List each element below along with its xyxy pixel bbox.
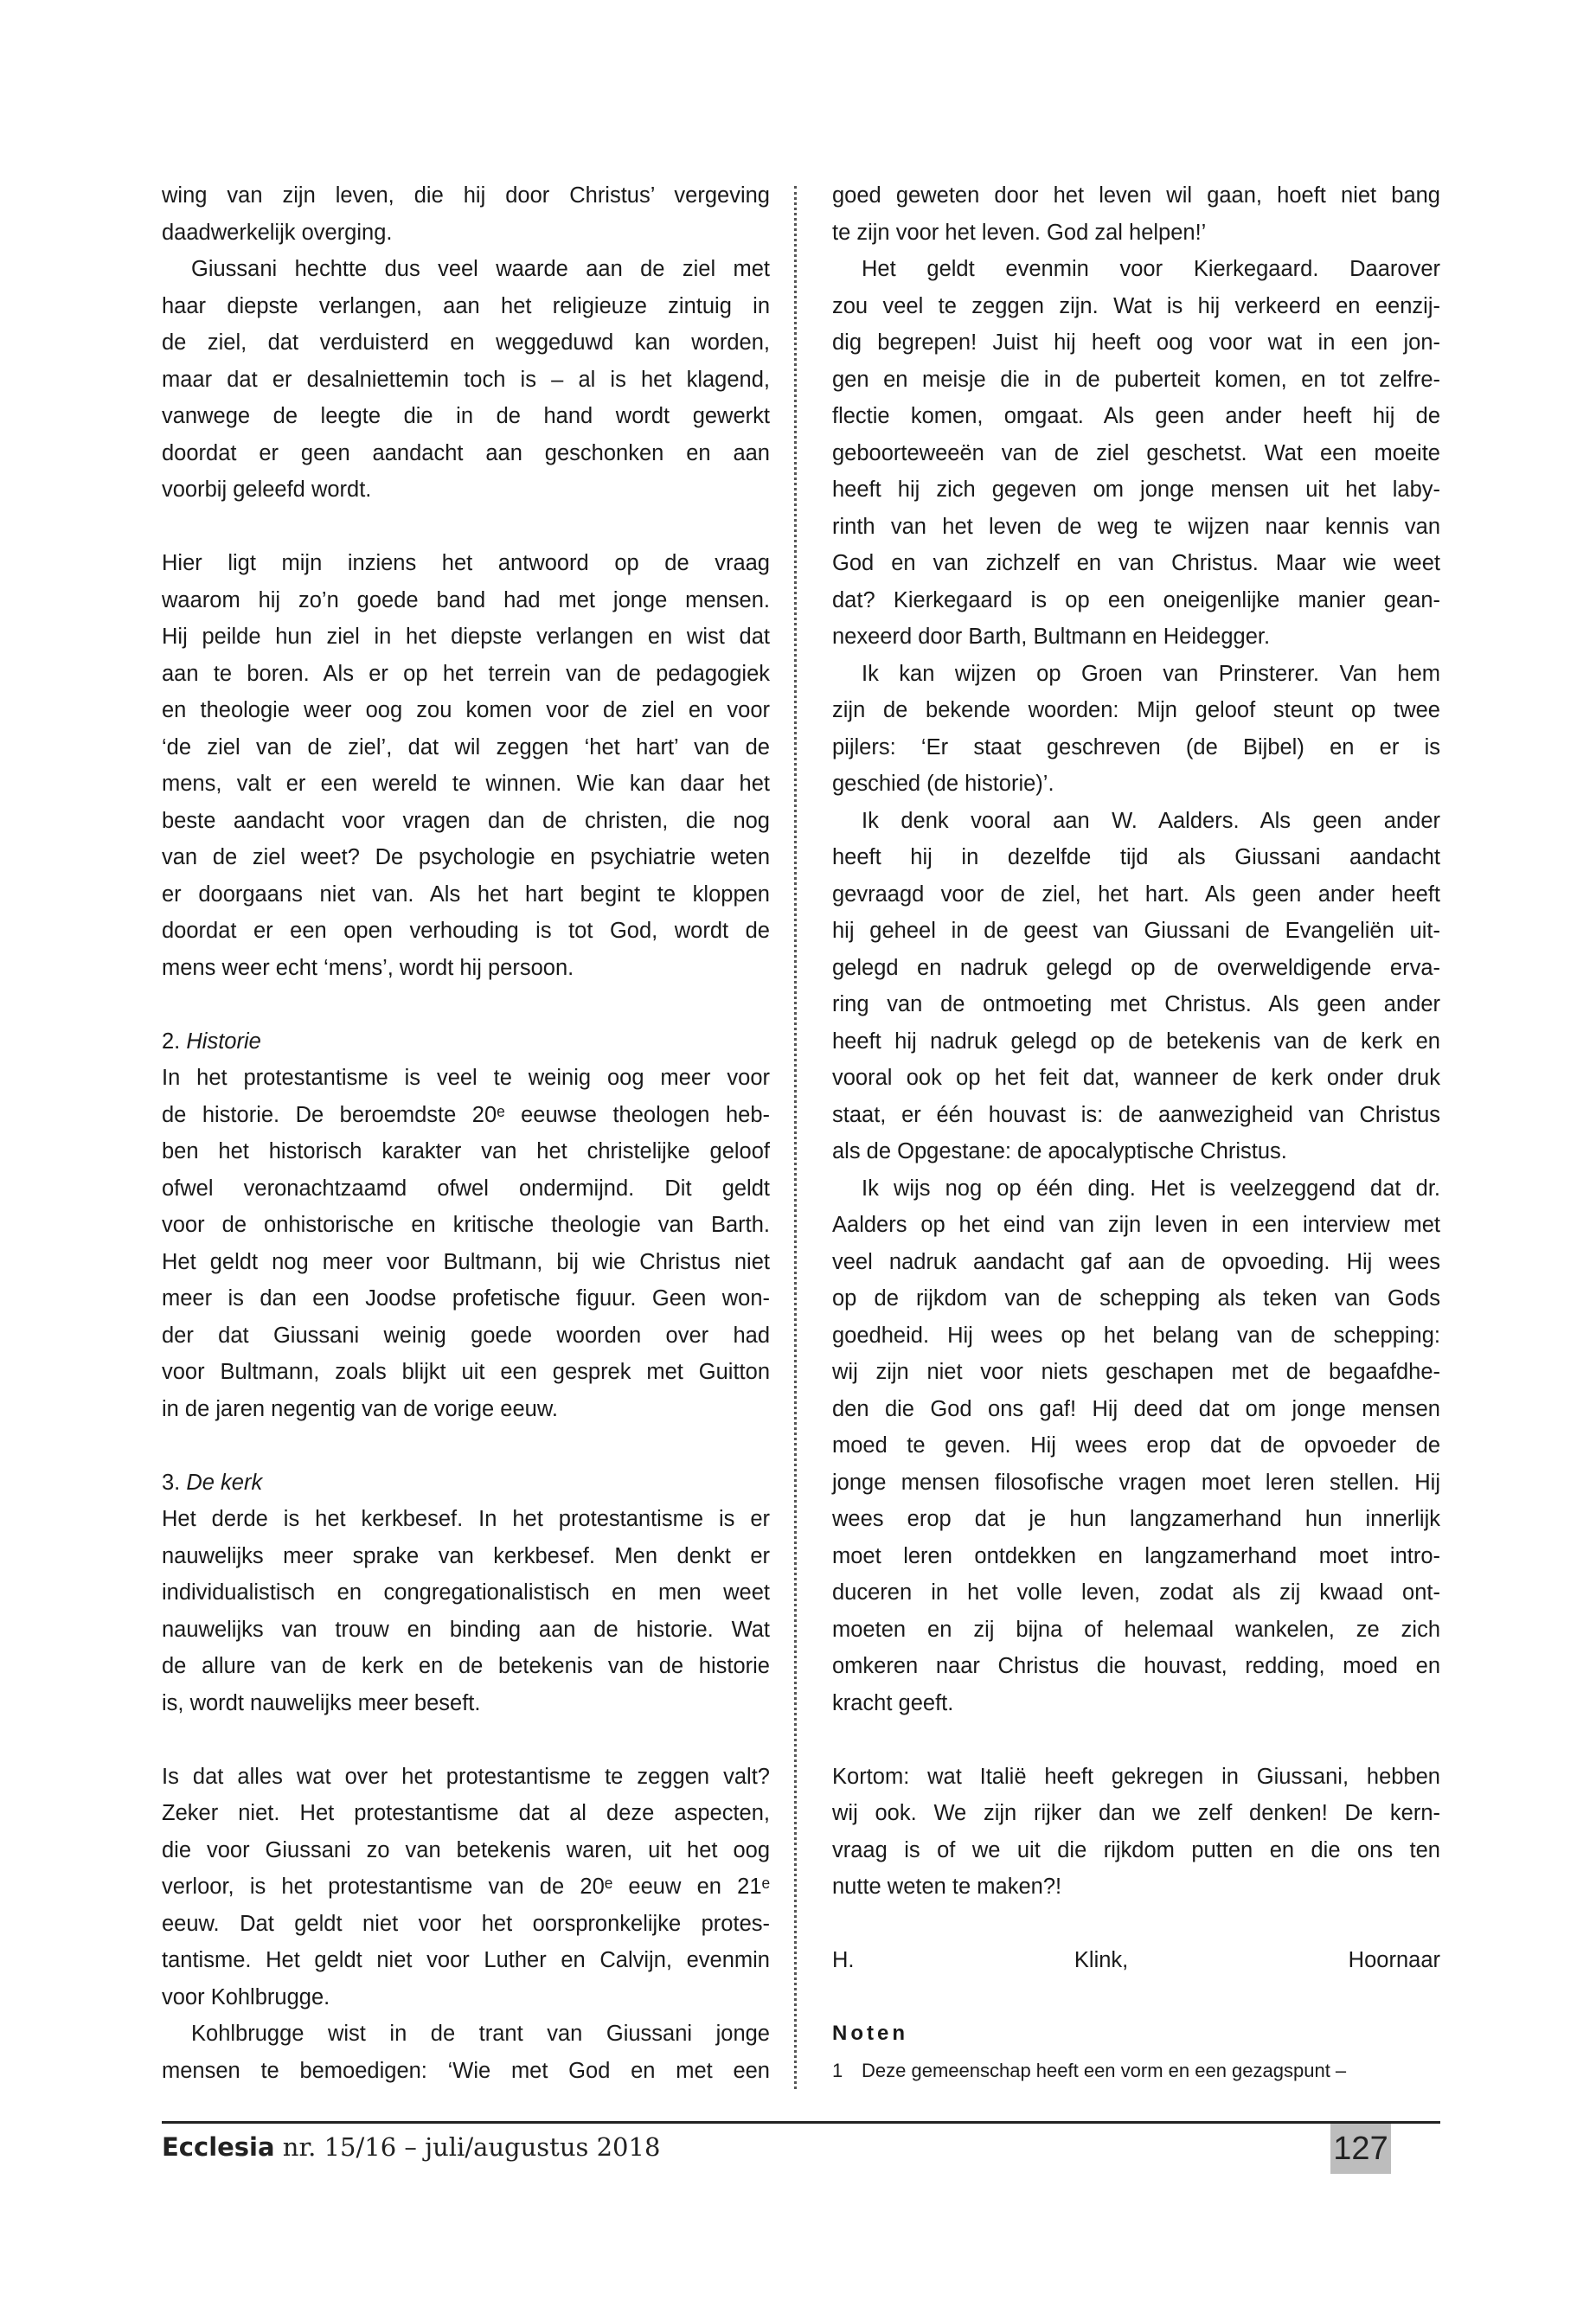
text-line: mens weer echt ‘mens’, wordt hij persoon.	[162, 955, 574, 980]
paragraph	[162, 2016, 770, 2089]
text-line: Hij peilde hun ziel in het diepste verlangen en wist dat	[162, 625, 770, 649]
text-line: daadwerkelijk overging.	[162, 220, 393, 245]
paragraph	[162, 1759, 770, 2016]
paragraph-gap	[162, 509, 770, 546]
text-line: wees erop dat je hun langzamerhand hun innerlijk	[832, 1507, 1440, 1531]
text-line: als de Opgestane: de apocalyptische Christus.	[832, 1139, 1287, 1163]
text-line: goedheid. Hij wees op het belang van de schepping:	[832, 1323, 1440, 1348]
text-line: veel nadruk aandacht gaf aan de opvoeding. Hij wees	[832, 1249, 1440, 1274]
text-line: Hier ligt mijn inziens het antwoord op de vraag	[162, 551, 770, 575]
text-line: voor Bultmann, zoals blijkt uit een gesprek met Guitton	[162, 1360, 770, 1384]
text-line: waarom hij zo’n goede band had met jonge mensen.	[162, 587, 770, 612]
text-line: mens, valt er een wereld te winnen. Wie kan daar het	[162, 772, 770, 796]
paragraph-gap	[162, 986, 770, 1023]
text-line: goed geweten door het leven wil gaan, hoeft niet bang	[832, 183, 1440, 208]
text-line: voor Kohlbrugge.	[162, 1984, 330, 2009]
text-line: In het protestantisme is veel te weinig oog meer voor	[162, 1066, 770, 1090]
text-line: die voor Giussani zo van betekenis waren, uit het oog	[162, 1837, 770, 1862]
paragraph	[162, 251, 770, 509]
paragraph	[832, 803, 1440, 1170]
magazine-name: Ecclesia	[162, 2132, 275, 2162]
text-line: gen en meisje die in de puberteit komen, en tot zelfre-	[832, 367, 1440, 392]
paragraph-gap	[162, 1721, 770, 1759]
paragraph	[162, 545, 770, 986]
text-line: Ik wijs nog op één ding. Het is veelzeggend dat dr.	[862, 1176, 1440, 1201]
text-line: Ik denk vooral aan W. Aalders. Als geen ander	[862, 808, 1440, 833]
text-line: er doorgaans niet van. Als het hart begint te kloppen	[162, 881, 770, 907]
column-divider	[794, 186, 797, 2089]
text-line: nexeerd door Barth, Bultmann en Heidegger.	[832, 625, 1271, 649]
text-line: Het geldt nog meer voor Bultmann, bij wie Christus niet	[162, 1249, 770, 1274]
text-line: moeten en zij bijna of helemaal wankelen, ze zich	[832, 1617, 1440, 1642]
text-line: en theologie weer oog zou komen voor de ziel en voor	[162, 698, 770, 722]
text-line: voor de onhistorische en kritische theologie van Barth.	[162, 1213, 770, 1237]
text-line: eeuw. Dat geldt niet voor het oorspronkelijke protes-	[162, 1911, 770, 1936]
text-line: heeft hij zich gegeven om jonge mensen uit het laby-	[832, 478, 1440, 502]
text-line: moed te geven. Hij wees erop dat de opvoeder de	[832, 1433, 1440, 1458]
text-line: de historie. De beroemdste 20ᵉ eeuwse theologen heb-	[162, 1102, 770, 1127]
text-line: ben het historisch karakter van het christelijke geloof	[162, 1139, 770, 1163]
text-line: meer is dan een Joodse profetische figuur. Geen won-	[162, 1286, 770, 1311]
text-line: de allure van de kerk en de betekenis van de historie	[162, 1654, 770, 1678]
left-column	[162, 177, 770, 2089]
text-line: geschied (de historie)’.	[832, 772, 1054, 796]
text-line: rinth van het leven de weg te wijzen naar kennis van	[832, 514, 1440, 539]
text-line: aan te boren. Als er op het terrein van de pedagogiek	[162, 661, 770, 686]
text-line: gelegd en nadruk gelegd op de overweldigende erva-	[832, 955, 1440, 980]
issue-info: nr. 15/16 – juli/augustus 2018	[282, 2132, 661, 2162]
text-line: Giussani hechtte dus veel waarde aan de ziel met	[191, 257, 770, 281]
text-line: Ik kan wijzen op Groen van Prinsterer. Van hem	[862, 661, 1440, 686]
text-line: zijn de bekende woorden: Mijn geloof steunt op twee	[832, 698, 1440, 722]
paragraph-gap	[832, 1906, 1440, 1943]
footer-rule	[162, 2121, 1440, 2124]
paragraph-gap	[162, 1427, 770, 1465]
author-signature: H. Klink, Hoornaar	[832, 1948, 1440, 1972]
text-line: maar dat er desalniettemin toch is – al is het klagend,	[162, 367, 770, 392]
text-line: Zeker niet. Het protestantisme dat al deze aspecten,	[162, 1801, 770, 1825]
text-line: pijlers: ‘Er staat geschreven (de Bijbel) en er is	[832, 734, 1440, 760]
paragraph	[832, 251, 1440, 656]
text-line: geboorteweeën van de ziel geschetst. Wat een moeite	[832, 440, 1440, 465]
text-line: dat? Kierkegaard is op een oneigenlijke manier gean-	[832, 587, 1440, 612]
text-line: ring van de ontmoeting met Christus. Als geen ander	[832, 992, 1440, 1016]
section-title: Historie	[186, 1029, 261, 1054]
paragraph	[832, 1170, 1440, 1722]
section-title: De kerk	[186, 1470, 263, 1495]
text-line: God en van zichzelf en van Christus. Maar wie weet	[832, 551, 1440, 575]
text-line: beste aandacht voor vragen dan de christen, die nog	[162, 808, 770, 833]
paragraph	[832, 177, 1440, 251]
footnote-number: 1	[832, 2059, 843, 2081]
text-line: te zijn voor het leven. God zal helpen!’	[832, 220, 1207, 245]
text-line: nauwelijks meer sprake van kerkbesef. Men denkt er	[162, 1543, 770, 1568]
text-line: wij zijn niet voor niets geschapen met de begaafdhe-	[832, 1360, 1440, 1384]
text-line: haar diepste verlangen, aan het religieuze zintuig in	[162, 293, 770, 318]
section-number: 3.	[162, 1470, 181, 1495]
text-line: op de rijkdom van de schepping als teken van Gods	[832, 1286, 1440, 1311]
text-line: nauwelijks van trouw en binding aan de historie. Wat	[162, 1617, 770, 1642]
footnote	[832, 2053, 1440, 2090]
paragraph	[832, 656, 1440, 803]
paragraph	[832, 1759, 1440, 1906]
paragraph	[162, 1501, 770, 1721]
paragraph	[162, 177, 770, 251]
text-line: gevraagd voor de ziel, het hart. Als geen ander heeft	[832, 881, 1440, 907]
text-line: mensen te bemoedigen: ‘Wie met God en met een	[162, 2058, 770, 2083]
section-heading	[162, 1465, 770, 1502]
text-line: Het derde is het kerkbesef. In het protestantisme is er	[162, 1507, 770, 1531]
text-line: in de jaren negentig van de vorige eeuw.	[162, 1396, 558, 1421]
text-line: wij ook. We zijn rijker dan we zelf denken! De kern-	[832, 1801, 1440, 1825]
text-line: omkeren naar Christus die houvast, redding, moed en	[832, 1654, 1440, 1678]
text-line: jonge mensen filosofische vragen moet leren stellen. Hij	[832, 1470, 1440, 1495]
text-line: staat, er één houvast is: de aanwezigheid van Christus	[832, 1102, 1440, 1127]
section-heading	[162, 1023, 770, 1061]
text-line: van de ziel weet? De psychologie en psychiatrie weten	[162, 845, 770, 869]
text-line: nutte weten te maken?!	[832, 1875, 1062, 1899]
text-line: Kohlbrugge wist in de trant van Giussani jonge	[191, 2022, 770, 2046]
text-line: den die God ons gaf! Hij deed dat om jonge mensen	[832, 1396, 1440, 1421]
paragraph-gap	[832, 1979, 1440, 2016]
text-line: Is dat alles wat over het protestantisme te zeggen valt?	[162, 1764, 770, 1789]
text-line: individualistisch en congregationalistisch en men weet	[162, 1580, 770, 1605]
text-line: tantisme. Het geldt niet voor Luther en Calvijn, evenmin	[162, 1948, 770, 1972]
text-line: kracht geeft.	[832, 1690, 954, 1715]
text-line: doordat er een open verhouding is tot God, wordt de	[162, 919, 770, 943]
section-number: 2.	[162, 1029, 181, 1054]
text-line: zou veel te zeggen zijn. Wat is hij verkeerd en eenzij-	[832, 293, 1440, 318]
text-line: wing van zijn leven, die hij door Christus’ vergeving	[162, 183, 770, 208]
text-line: duceren in het volle leven, zodat als zij kwaad ont-	[832, 1580, 1440, 1605]
text-line: is, wordt nauwelijks meer beseft.	[162, 1690, 481, 1715]
text-line: verloor, is het protestantisme van de 20ᵉ eeuw en 21ᵉ	[162, 1875, 770, 1899]
text-line: vooral ook op het feit dat, wanneer de kerk onder druk	[832, 1066, 1440, 1090]
page-number: 127	[1330, 2124, 1391, 2174]
paragraph	[162, 1060, 770, 1427]
text-line: heeft hij in dezelfde tijd als Giussani aandacht	[832, 845, 1440, 869]
text-line: heeft hij nadruk gelegd op de betekenis van de kerk en	[832, 1029, 1440, 1054]
footer	[162, 2132, 660, 2162]
text-line: Aalders op het eind van zijn leven in een interview met	[832, 1213, 1440, 1237]
text-line: ofwel veronachtzaamd ofwel ondermijnd. Dit geldt	[162, 1176, 770, 1201]
footnote-text: Deze gemeenschap heeft een vorm en een gezagspunt –	[862, 2059, 1347, 2081]
text-line: voorbij geleefd wordt.	[162, 478, 372, 502]
text-line: de ziel, dat verduisterd en weggeduwd kan worden,	[162, 330, 770, 355]
right-column	[832, 177, 1440, 2089]
paragraph-gap	[832, 1721, 1440, 1759]
text-line: Het geldt evenmin voor Kierkegaard. Daarover	[862, 257, 1440, 281]
text-line: vraag is of we uit die rijkdom putten en die ons ten	[832, 1837, 1440, 1862]
text-line: flectie komen, omgaat. Als geen ander heeft hij de	[832, 404, 1440, 428]
text-line: Kortom: wat Italië heeft gekregen in Giussani, hebben	[832, 1764, 1440, 1789]
text-line: vanwege de leegte die in de hand wordt gewerkt	[162, 404, 770, 428]
text-line: dig begrepen! Juist hij heeft oog voor wat in een jon-	[832, 330, 1440, 355]
text-line: der dat Giussani weinig goede woorden over had	[162, 1323, 770, 1348]
text-line: doordat er geen aandacht aan geschonken en aan	[162, 440, 770, 465]
text-line: hij geheel in de geest van Giussani de Evangeliën uit-	[832, 919, 1440, 943]
notes-heading: Noten	[832, 2022, 908, 2045]
text-line: ‘de ziel van de ziel’, dat wil zeggen ‘het hart’ van de	[162, 734, 770, 760]
text-line: moet leren ontdekken en langzamerhand moet intro-	[832, 1543, 1440, 1568]
